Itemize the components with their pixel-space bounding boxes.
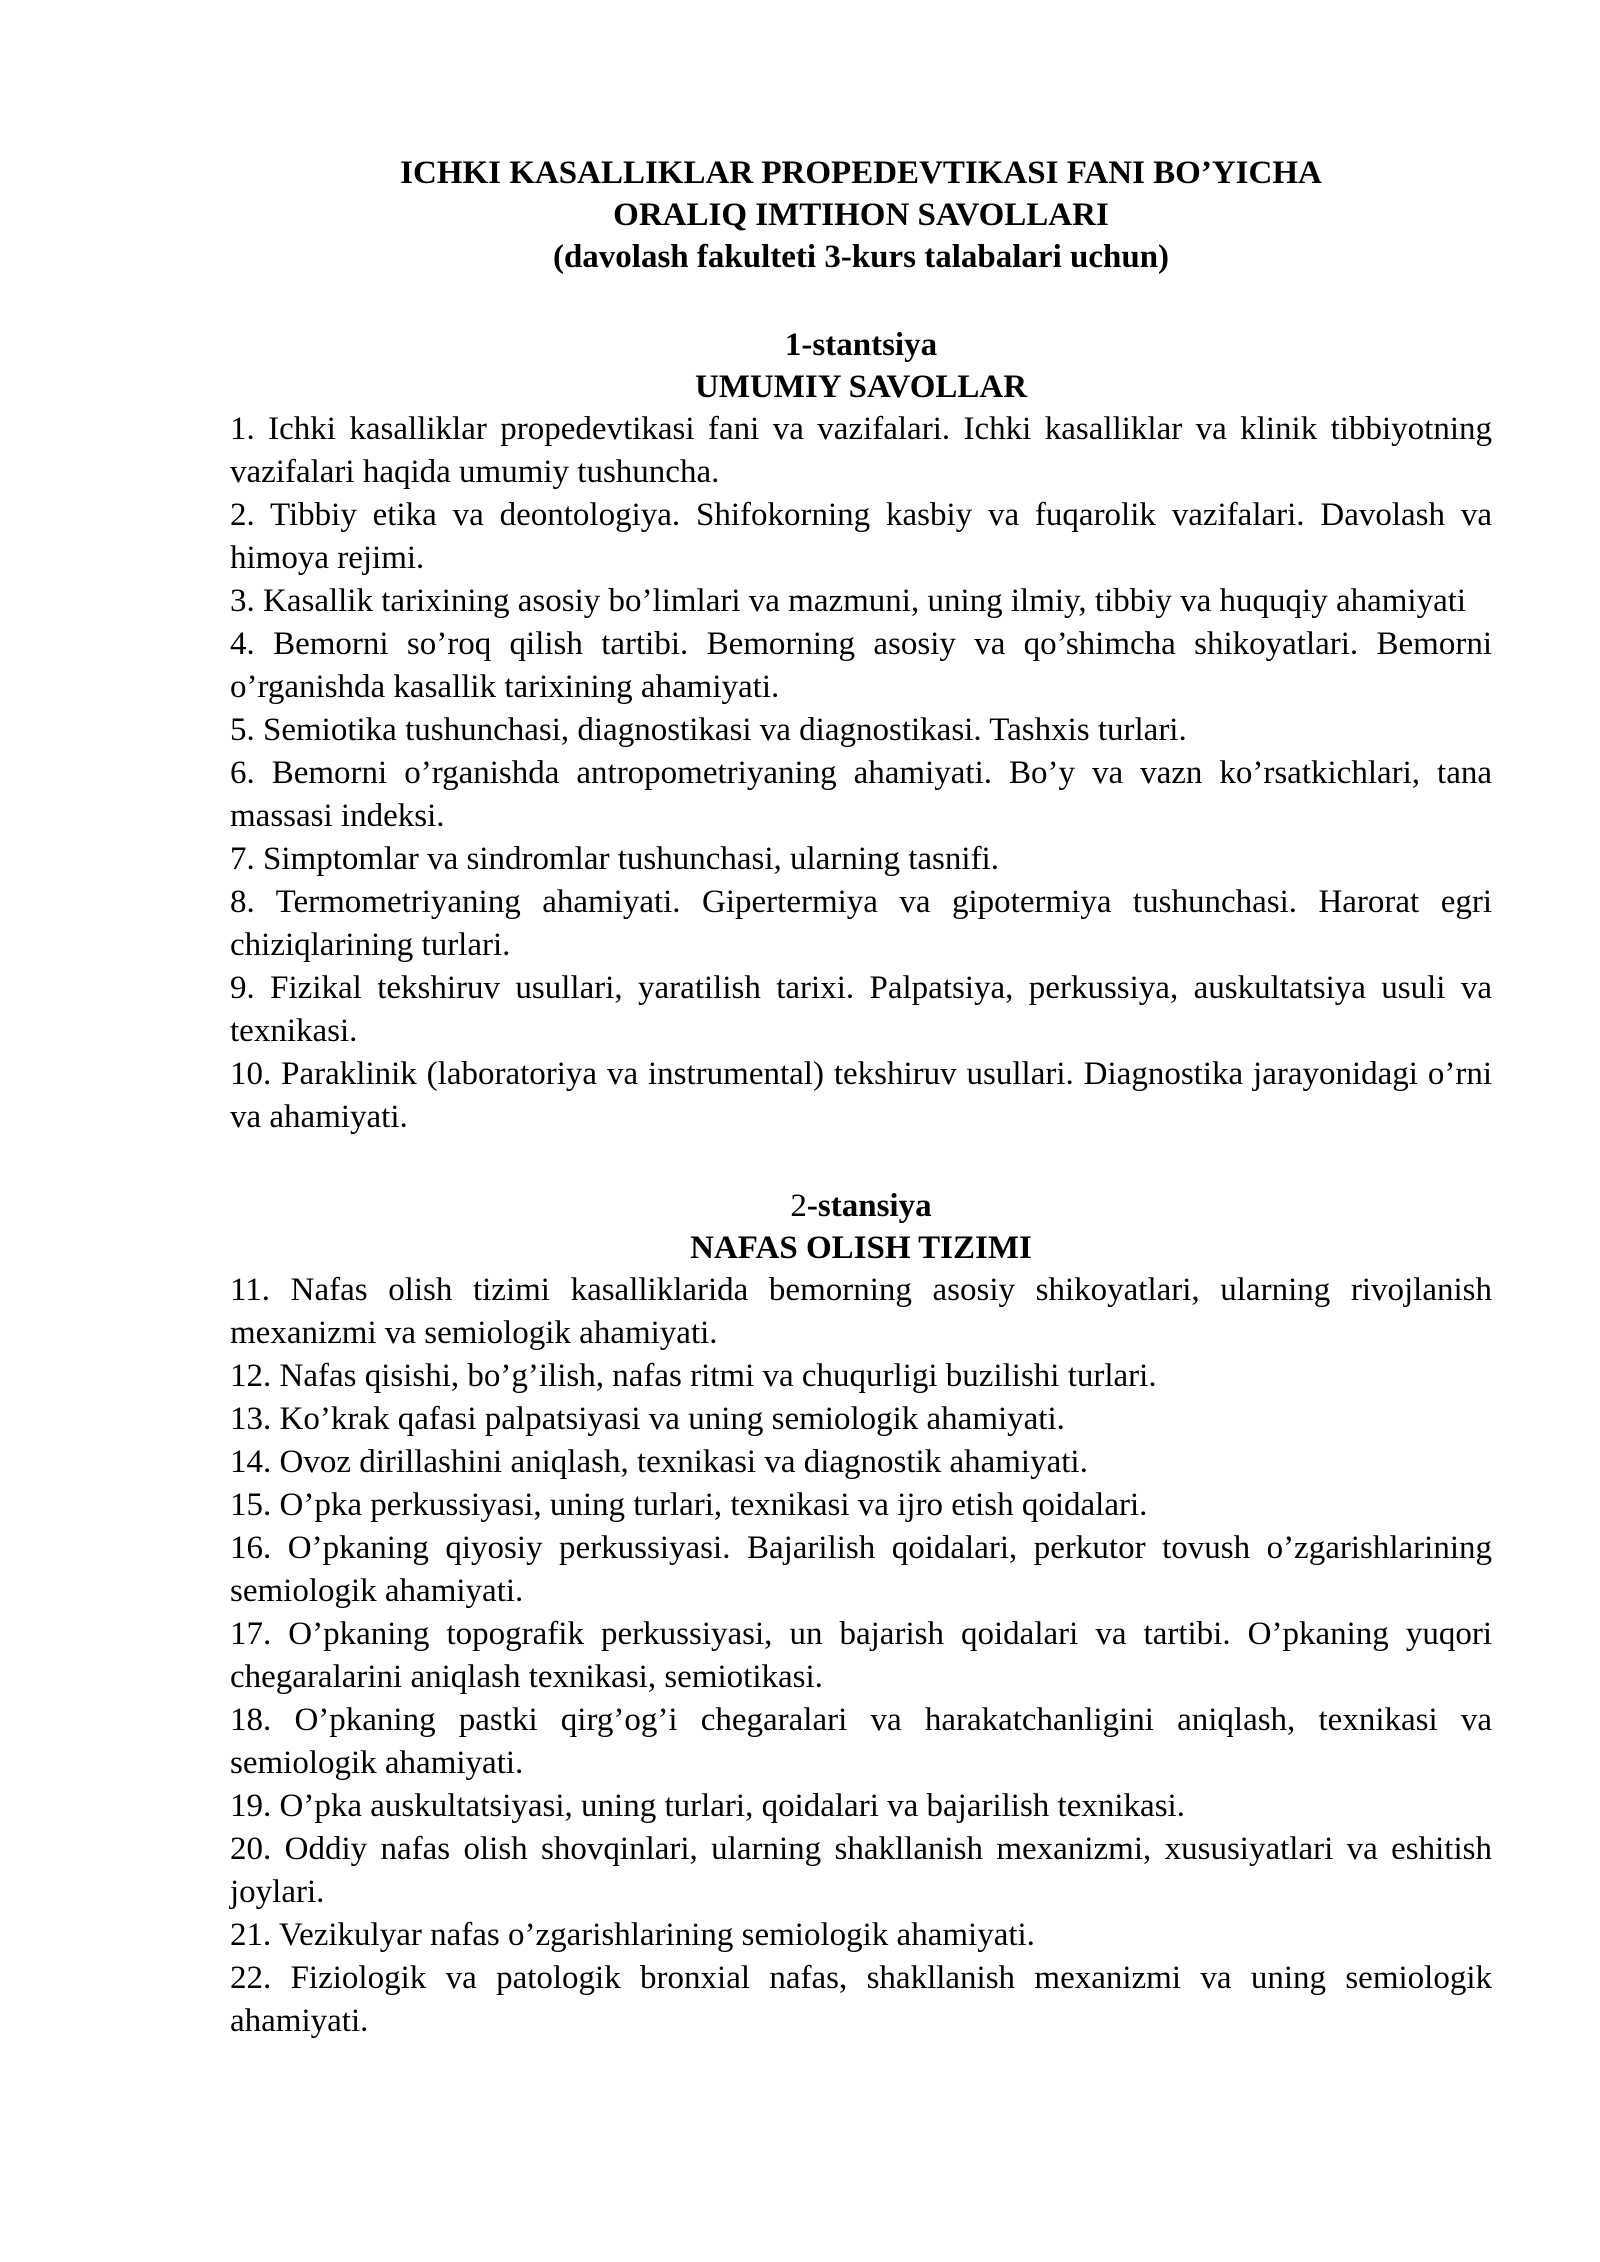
section-1 [230,324,1492,1139]
question-item: 13. Ko’krak qafasi palpatsiyasi va uning semiologik ahamiyati. [230,1401,1065,1437]
question-item: 6. Bemorni o’rganishda antropometriyaning ahamiyati. Bo’y va vazn ko’rsatkichlari, tana massasi indeksi. [230,755,1492,834]
question-item: 1. Ichki kasalliklar propedevtikasi fani va vazifalari. Ichki kasalliklar va klinik tibbiyotning vazifalari haqida umumiy tushuncha. [230,411,1492,490]
question-item: 15. O’pka perkussiyasi, uning turlari, texnikasi va ijro etish qoidalari. [230,1487,1148,1523]
question-item: 9. Fizikal tekshiruv usullari, yaratilish tarixi. Palpatsiya, perkussiya, auskultatsiya usuli va texnikasi. [230,970,1492,1049]
document-subtitle: (davolash fakulteti 3-kurs talabalari uchun) [552,239,1170,275]
question-item: 4. Bemorni so’roq qilish tartibi. Bemorning asosiy va qo’shimcha shikoyatlari. Bemorni o’rganishda kasallik tarixining ahamiyati. [230,626,1492,705]
question-item: 8. Termometriyaning ahamiyati. Gipertermiya va gipotermiya tushunchasi. Harorat egri chiziqlarining turlari. [230,884,1492,963]
document-title-line-1: ICHKI KASALLIKLAR PROPEDEVTIKASI FANI BO’YICHA [400,155,1322,191]
question-item: 10. Paraklinik (laboratoriya va instrumental) tekshiruv usullari. Diagnostika jarayonidagi o’rni va ahamiyati. [230,1056,1492,1135]
document-page [230,152,1492,2043]
question-item: 21. Vezikulyar nafas o’zgarishlarining semiologik ahamiyati. [230,1917,1035,1953]
question-item: 2. Tibbiy etika va deontologiya. Shifokorning kasbiy va fuqarolik vazifalari. Davolash va himoya rejimi. [230,497,1492,576]
section-1-station-number: 1 [784,327,802,363]
question-item: 18. O’pkaning pastki qirg’og’i chegaralari va harakatchanligini aniqlash, texnikasi va semiologik ahamiyati. [230,1702,1492,1781]
section-2 [230,1185,1492,2043]
question-item: 17. O’pkaning topografik perkussiyasi, un bajarish qoidalari va tartibi. O’pkaning yuqori chegaralarini aniqlash texnikasi, semiotikasi. [230,1616,1492,1695]
section-1-title: UMUMIY SAVOLLAR [694,369,1028,405]
question-item: 7. Simptomlar va sindromlar tushunchasi, ularning tasnifi. [230,841,999,877]
question-item: 14. Ovoz dirillashini aniqlash, texnikasi va diagnostik ahamiyati. [230,1444,1088,1480]
question-item: 16. O’pkaning qiyosiy perkussiyasi. Bajarilish qoidalari, perkutor tovush o’zgarishlarining semiologik ahamiyati. [230,1530,1492,1609]
section-1-heading [230,324,1492,408]
question-item: 5. Semiotika tushunchasi, diagnostikasi va diagnostikasi. Tashxis turlari. [230,712,1187,748]
section-2-question-list [230,1269,1492,2043]
section-2-station-word: -stansiya [806,1188,932,1224]
document-header [230,152,1492,278]
section-1-question-list [230,408,1492,1139]
section-2-title: NAFAS OLISH TIZIMI [690,1230,1032,1266]
question-item: 22. Fiziologik va patologik bronxial nafas, shakllanish mexanizmi va uning semiologik ahamiyati. [230,1960,1492,2039]
question-item: 3. Kasallik tarixining asosiy bo’limlari va mazmuni, uning ilmiy, tibbiy va huquqiy ahamiyati [230,583,1467,619]
section-1-station-label [230,324,1492,366]
question-item: 12. Nafas qisishi, bo’g’ilish, nafas ritmi va chuqurligi buzilishi turlari. [230,1358,1157,1394]
section-1-station-word: -stantsiya [801,327,938,363]
section-2-station-label [230,1185,1492,1227]
section-2-station-number: 2 [790,1188,807,1224]
question-item: 11. Nafas olish tizimi kasalliklarida bemorning asosiy shikoyatlari, ularning rivojlanish mexanizmi va semiologik ahamiyati. [230,1272,1492,1351]
document-title-line-2: ORALIQ IMTIHON SAVOLLARI [613,197,1109,233]
question-item: 20. Oddiy nafas olish shovqinlari, ularning shakllanish mexanizmi, xususiyatlari va eshitish joylari. [230,1831,1492,1910]
question-item: 19. O’pka auskultatsiyasi, uning turlari, qoidalari va bajarilish texnikasi. [230,1788,1185,1824]
section-2-heading [230,1185,1492,1269]
